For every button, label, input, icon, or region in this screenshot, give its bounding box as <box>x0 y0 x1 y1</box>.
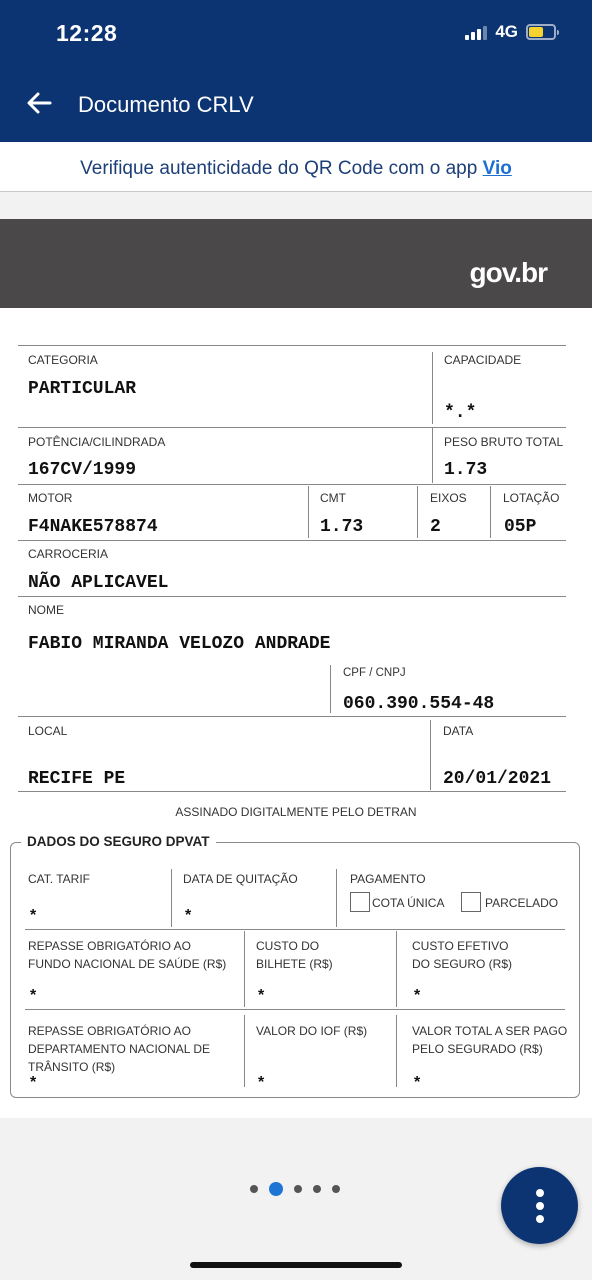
repasse-saude-label-1: REPASSE OBRIGATÓRIO AO <box>28 939 191 953</box>
battery-icon <box>526 24 556 40</box>
arrow-left-icon <box>26 91 52 115</box>
categoria-label: CATEGORIA <box>28 353 98 367</box>
status-time: 12:28 <box>56 20 118 46</box>
custo-bilhete-label-2: BILHETE (R$) <box>256 957 333 971</box>
local-label: LOCAL <box>28 724 68 738</box>
cota-unica-label: COTA ÚNICA <box>372 896 445 910</box>
motor-value: F4NAKE578874 <box>28 517 158 537</box>
cota-unica-checkbox[interactable] <box>350 892 370 912</box>
cmt-label: CMT <box>320 491 346 505</box>
qr-verify-banner <box>0 142 592 192</box>
page-dot[interactable] <box>313 1185 321 1193</box>
app-header <box>0 0 592 142</box>
page-indicator[interactable] <box>250 1182 340 1196</box>
capacidade-value: *.* <box>444 403 477 423</box>
dpvat-title: DADOS DO SEGURO DPVAT <box>21 834 216 849</box>
cat-tarif-value: * <box>30 907 37 924</box>
page-title: Documento CRLV <box>78 92 254 117</box>
valor-iof-value: * <box>258 1074 265 1091</box>
parcelado-checkbox[interactable] <box>461 892 481 912</box>
capacidade-label: CAPACIDADE <box>444 353 522 367</box>
repasse-saude-value: * <box>30 987 37 1004</box>
cmt-value: 1.73 <box>320 517 364 537</box>
assinado-note: ASSINADO DIGITALMENTE PELO DETRAN <box>175 805 417 819</box>
repasse-transito-label-3: TRÂNSITO (R$) <box>28 1060 116 1074</box>
nome-label: NOME <box>28 603 64 617</box>
parcelado-label: PARCELADO <box>485 896 559 910</box>
more-vertical-icon <box>536 1189 544 1197</box>
cpf-value: 060.390.554-48 <box>343 694 495 714</box>
banner-text: Verifique autenticidade do QR Code com o app <box>80 158 483 179</box>
custo-efetivo-value: * <box>414 987 421 1004</box>
cpf-label: CPF / CNPJ <box>343 667 406 679</box>
gov-br-logo: gov.br <box>469 257 547 288</box>
peso-label: PESO BRUTO TOTAL <box>444 435 564 449</box>
page-dot[interactable] <box>294 1185 302 1193</box>
custo-efetivo-label-2: DO SEGURO (R$) <box>412 957 513 971</box>
valor-total-value: * <box>414 1074 421 1091</box>
home-indicator <box>190 1262 402 1268</box>
nome-value: FABIO MIRANDA VELOZO ANDRADE <box>28 634 331 654</box>
valor-total-label-2: PELO SEGURADO (R$) <box>412 1042 543 1056</box>
page-dot[interactable] <box>250 1185 258 1193</box>
more-options-button[interactable] <box>501 1167 578 1244</box>
local-value: RECIFE PE <box>28 769 126 789</box>
pagamento-label: PAGAMENTO <box>350 872 426 886</box>
custo-efetivo-label-1: CUSTO EFETIVO <box>412 939 509 953</box>
custo-bilhete-value: * <box>258 987 265 1004</box>
valor-iof-label: VALOR DO IOF (R$) <box>256 1024 368 1038</box>
page-dot-active[interactable] <box>269 1182 283 1196</box>
data-quitacao-value: * <box>185 907 192 924</box>
motor-label: MOTOR <box>28 491 73 505</box>
potencia-value: 167CV/1999 <box>28 460 137 480</box>
cat-tarif-label: CAT. TARIF <box>28 872 91 886</box>
status-indicators <box>465 22 556 42</box>
eixos-label: EIXOS <box>430 491 467 505</box>
lotacao-label: LOTAÇÃO <box>503 491 560 505</box>
valor-total-label-1: VALOR TOTAL A SER PAGO <box>412 1024 568 1038</box>
repasse-transito-value: * <box>30 1074 37 1091</box>
carroceria-label: CARROCERIA <box>28 547 109 561</box>
peso-value: 1.73 <box>444 460 488 480</box>
crlv-document <box>0 308 592 1118</box>
vio-app-link[interactable]: Vio <box>482 158 512 179</box>
dpvat-section <box>10 834 580 1098</box>
data-label: DATA <box>443 724 474 738</box>
eixos-value: 2 <box>430 517 441 537</box>
repasse-transito-label-1: REPASSE OBRIGATÓRIO AO <box>28 1024 191 1038</box>
network-type: 4G <box>495 22 518 41</box>
page-dot[interactable] <box>332 1185 340 1193</box>
carroceria-value: NÃO APLICAVEL <box>28 573 169 593</box>
back-button[interactable] <box>24 88 54 118</box>
data-value: 20/01/2021 <box>443 769 552 789</box>
signal-icon <box>465 25 487 40</box>
potencia-label: POTÊNCIA/CILINDRADA <box>28 435 166 449</box>
lotacao-value: 05P <box>504 517 537 537</box>
custo-bilhete-label-1: CUSTO DO <box>256 939 320 953</box>
gov-header-bar <box>0 219 592 308</box>
data-quitacao-label: DATA DE QUITAÇÃO <box>183 872 298 886</box>
categoria-value: PARTICULAR <box>28 379 137 399</box>
repasse-saude-label-2: FUNDO NACIONAL DE SAÚDE (R$) <box>28 957 227 971</box>
repasse-transito-label-2: DEPARTAMENTO NACIONAL DE <box>28 1042 211 1056</box>
